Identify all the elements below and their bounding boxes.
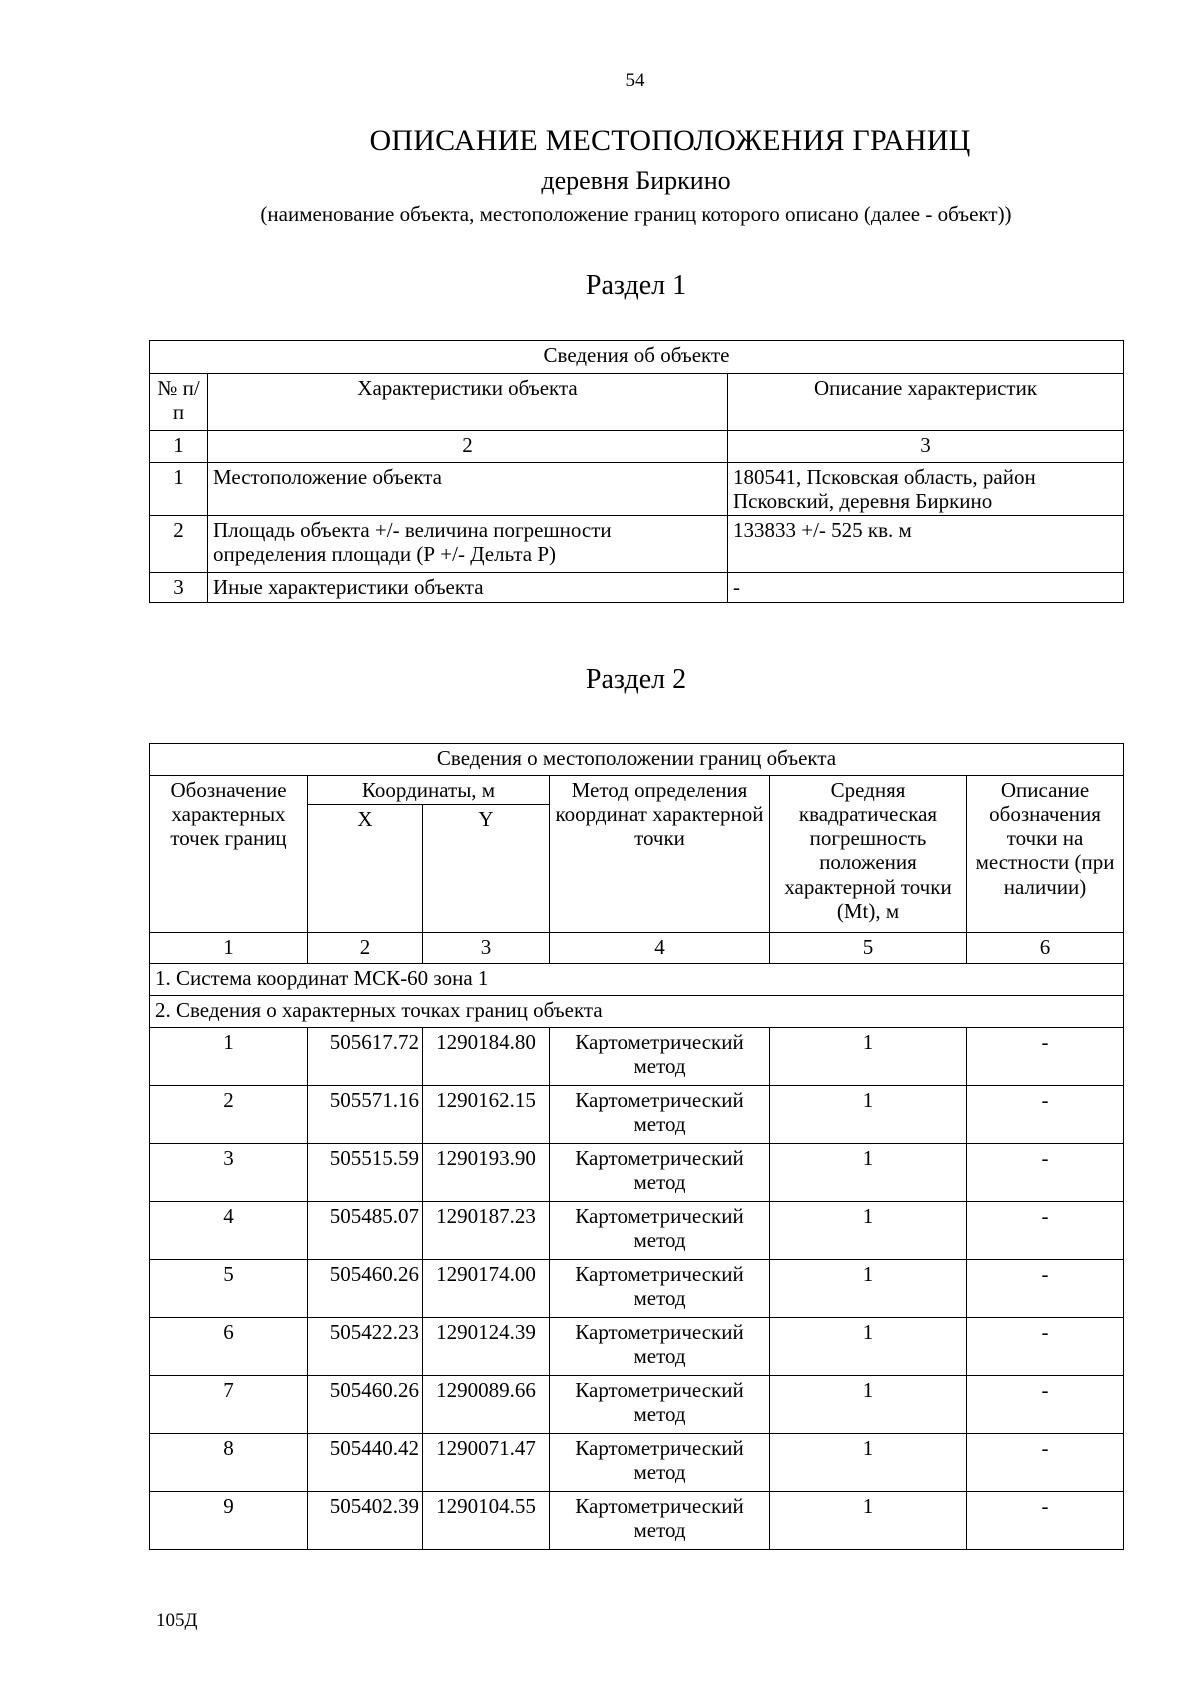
point-method: Картометрический метод [550, 1434, 770, 1492]
point-method: Картометрический метод [550, 1492, 770, 1550]
table-row [150, 1260, 1124, 1318]
point-id: 2 [150, 1086, 308, 1144]
point-x: 505460.26 [308, 1376, 423, 1434]
point-x: 505571.16 [308, 1086, 423, 1144]
footer-code: 105Д [156, 1610, 198, 1631]
table-row [150, 1492, 1124, 1550]
point-y: 1290162.15 [423, 1086, 550, 1144]
point-id: 9 [150, 1492, 308, 1550]
table-row [150, 1376, 1124, 1434]
points-caption-row [150, 996, 1124, 1028]
header-description: Описание характеристик [728, 374, 1124, 431]
point-description: - [967, 1144, 1124, 1202]
table-row [150, 516, 1124, 573]
point-method: Картометрический метод [550, 1028, 770, 1086]
boundary-points-table [149, 743, 1124, 1550]
row-num: 2 [150, 516, 208, 573]
header-characteristic: Характеристики объекта [208, 374, 728, 431]
point-y: 1290071.47 [423, 1434, 550, 1492]
object-name: деревня Биркино [541, 166, 731, 195]
table-row [150, 1434, 1124, 1492]
table-row [150, 1202, 1124, 1260]
table-caption-row [150, 341, 1124, 374]
point-description: - [967, 1086, 1124, 1144]
point-x: 505402.39 [308, 1492, 423, 1550]
column-number: 4 [550, 933, 770, 964]
point-y: 1290104.55 [423, 1492, 550, 1550]
point-x: 505440.42 [308, 1434, 423, 1492]
point-id: 6 [150, 1318, 308, 1376]
column-number: 5 [770, 933, 967, 964]
row-description: - [728, 573, 1124, 603]
point-description: - [967, 1492, 1124, 1550]
point-description: - [967, 1028, 1124, 1086]
object-name-note: (наименование объекта, местоположение границ которого описано (далее - объект)) [260, 202, 1012, 226]
row-num: 1 [150, 463, 208, 516]
header-method: Метод определения координат характерной точки [550, 776, 770, 933]
table-row [150, 1028, 1124, 1086]
point-method: Картометрический метод [550, 1260, 770, 1318]
point-mt: 1 [770, 1376, 967, 1434]
point-mt: 1 [770, 1492, 967, 1550]
column-number-row [150, 431, 1124, 463]
point-mt: 1 [770, 1202, 967, 1260]
column-number: 2 [208, 431, 728, 463]
point-description: - [967, 1376, 1124, 1434]
table-row [150, 1318, 1124, 1376]
point-y: 1290174.00 [423, 1260, 550, 1318]
row-characteristic: Иные характеристики объекта [208, 573, 728, 603]
point-x: 505460.26 [308, 1260, 423, 1318]
point-id: 5 [150, 1260, 308, 1318]
column-number: 1 [150, 933, 308, 964]
point-mt: 1 [770, 1086, 967, 1144]
page-number: 54 [625, 70, 645, 91]
point-id: 3 [150, 1144, 308, 1202]
table-header-row [150, 374, 1124, 431]
section-1-heading: Раздел 1 [585, 270, 687, 301]
header-num: № п/п [150, 374, 208, 431]
row-description: 180541, Псковская область, район Псковский, деревня Биркино [728, 463, 1124, 516]
point-method: Картометрический метод [550, 1202, 770, 1260]
header-description: Описание обозначения точки на местности (при наличии) [967, 776, 1124, 933]
point-x: 505515.59 [308, 1144, 423, 1202]
point-mt: 1 [770, 1028, 967, 1086]
point-description: - [967, 1260, 1124, 1318]
point-y: 1290193.90 [423, 1144, 550, 1202]
point-x: 505485.07 [308, 1202, 423, 1260]
header-point: Обозначение характерных точек границ [150, 776, 308, 933]
object-info-caption: Сведения об объекте [150, 341, 1124, 374]
column-number: 3 [728, 431, 1124, 463]
object-info-table [149, 340, 1124, 603]
point-description: - [967, 1202, 1124, 1260]
point-method: Картометрический метод [550, 1318, 770, 1376]
point-x: 505422.23 [308, 1318, 423, 1376]
point-x: 505617.72 [308, 1028, 423, 1086]
point-mt: 1 [770, 1260, 967, 1318]
column-number: 1 [150, 431, 208, 463]
point-description: - [967, 1434, 1124, 1492]
point-mt: 1 [770, 1144, 967, 1202]
table-row [150, 1144, 1124, 1202]
header-error: Средняя квадратическая погрешность положения характерной точки (Mt), м [770, 776, 967, 933]
column-number-row [150, 933, 1124, 964]
header-x: X [308, 805, 423, 933]
header-y: Y [423, 805, 550, 933]
document-title: ОПИСАНИЕ МЕСТОПОЛОЖЕНИЯ ГРАНИЦ [369, 124, 971, 157]
row-characteristic: Местоположение объекта [208, 463, 728, 516]
row-num: 3 [150, 573, 208, 603]
point-y: 1290124.39 [423, 1318, 550, 1376]
header-coordinates: Координаты, м [308, 776, 550, 805]
point-y: 1290089.66 [423, 1376, 550, 1434]
point-id: 7 [150, 1376, 308, 1434]
section-2-heading: Раздел 2 [585, 664, 687, 695]
table-row [150, 1086, 1124, 1144]
point-mt: 1 [770, 1434, 967, 1492]
point-method: Картометрический метод [550, 1376, 770, 1434]
row-characteristic: Площадь объекта +/- величина погрешности определения площади (Р +/- Дельта Р) [208, 516, 728, 573]
coordinate-system: 1. Система координат МСК-60 зона 1 [150, 964, 1124, 996]
point-description: - [967, 1318, 1124, 1376]
point-id: 4 [150, 1202, 308, 1260]
point-mt: 1 [770, 1318, 967, 1376]
table-row [150, 463, 1124, 516]
point-method: Картометрический метод [550, 1086, 770, 1144]
row-description: 133833 +/- 525 кв. м [728, 516, 1124, 573]
column-number: 3 [423, 933, 550, 964]
point-y: 1290184.80 [423, 1028, 550, 1086]
point-id: 8 [150, 1434, 308, 1492]
point-method: Картометрический метод [550, 1144, 770, 1202]
point-y: 1290187.23 [423, 1202, 550, 1260]
column-number: 6 [967, 933, 1124, 964]
column-number: 2 [308, 933, 423, 964]
points-caption: 2. Сведения о характерных точках границ объекта [150, 996, 1124, 1028]
table-header-row [150, 776, 1124, 805]
coordinate-system-row [150, 964, 1124, 996]
table-caption-row [150, 744, 1124, 776]
table-row [150, 573, 1124, 603]
point-id: 1 [150, 1028, 308, 1086]
boundary-points-caption: Сведения о местоположении границ объекта [150, 744, 1124, 776]
